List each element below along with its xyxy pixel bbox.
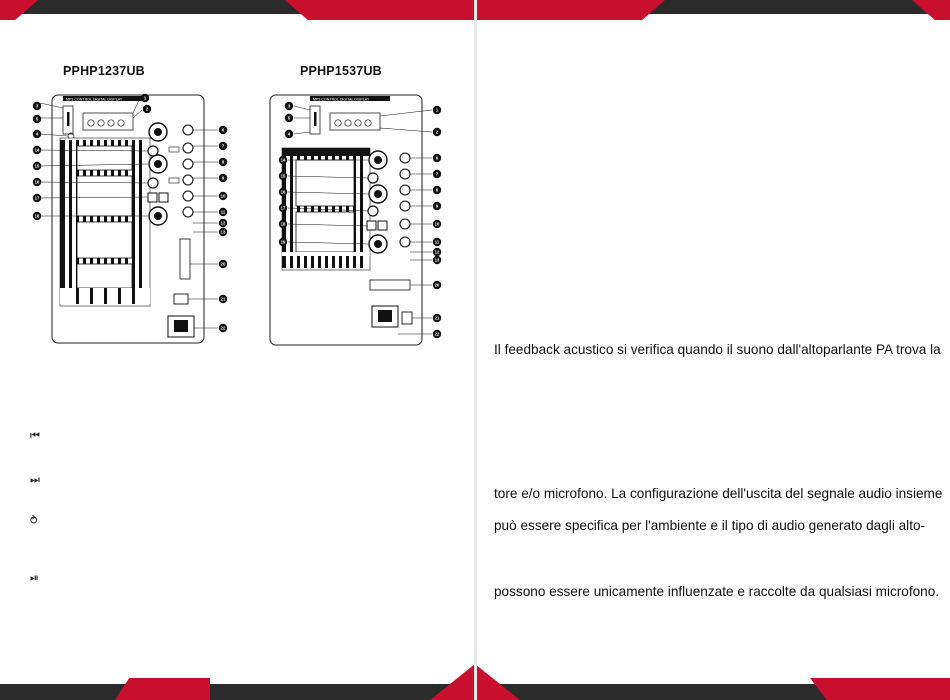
callout-2b: 2: [435, 129, 439, 135]
callout-22: 22: [220, 325, 226, 331]
rear-panel-diagram-1537: [262, 88, 467, 350]
callout-22b: 22: [434, 331, 440, 337]
callout-10b: 10: [434, 221, 440, 227]
paragraph-line-1: Il feedback acustico si verifica quando il suono dall'altoparlante PA trova la: [494, 342, 941, 357]
callout-16b: 16: [280, 189, 286, 195]
callout-6b: 6: [435, 155, 439, 161]
paragraph-line-3: può essere specifica per l'ambiente e il tipo di audio generato dagli alto-: [494, 518, 926, 533]
callout-15b: 15: [280, 173, 286, 179]
callout-3: 3: [35, 103, 39, 109]
paragraph-line-2: tore e/o microfono. La configurazione dell'uscita del segnale audio insieme: [494, 486, 943, 501]
callout-12: 12: [220, 220, 226, 226]
model-title-1537: PPHP1537UB: [300, 64, 382, 78]
callout-11b: 11: [434, 239, 440, 245]
callout-16: 16: [34, 179, 40, 185]
callout-8: 8: [221, 159, 225, 165]
rear-panel-diagram-1237: [28, 88, 233, 350]
callout-4b: 4: [287, 131, 291, 137]
callout-1b: 1: [435, 107, 439, 113]
callout-18: 18: [34, 213, 40, 219]
page-fold: [474, 0, 477, 700]
callout-9b: 9: [435, 203, 439, 209]
callout-2: 2: [145, 106, 149, 112]
bottom-red-accent-right: [810, 678, 950, 700]
callout-5: 5: [35, 116, 39, 122]
callout-7: 7: [221, 143, 225, 149]
next-track-icon: ⏭: [30, 473, 40, 486]
callout-4: 4: [35, 131, 39, 137]
panel-header-text-2: MP3 CONTROL DIGITAL DISPLAY: [313, 97, 370, 102]
callout-12b: 12: [434, 249, 440, 255]
callout-14b: 14: [280, 157, 286, 163]
callout-15: 15: [34, 163, 40, 169]
repeat-icon: ⥁: [30, 514, 38, 527]
callout-5b: 5: [287, 115, 291, 121]
callout-10: 10: [220, 193, 226, 199]
callout-20: 20: [220, 261, 226, 267]
callout-21: 21: [220, 296, 226, 302]
callout-20b: 20: [434, 282, 440, 288]
panel-header-text: MP3 CONTROL DIGITAL DISPLAY: [66, 97, 123, 102]
previous-track-icon: ⏮: [30, 429, 40, 442]
callout-13: 13: [220, 229, 226, 235]
callout-17b: 17: [280, 205, 286, 211]
bottom-red-accent-left: [115, 678, 210, 700]
model-title-1237: PPHP1237UB: [63, 64, 145, 78]
callout-14: 14: [34, 147, 40, 153]
play-pause-icon: ⏯: [30, 571, 39, 584]
callout-18b: 18: [280, 221, 286, 227]
callout-6: 6: [221, 127, 225, 133]
callout-19b: 19: [280, 239, 286, 245]
callout-8b: 8: [435, 187, 439, 193]
callout-21b: 21: [434, 315, 440, 321]
callout-7b: 7: [435, 171, 439, 177]
callout-13b: 13: [434, 257, 440, 263]
callout-3b: 3: [287, 103, 291, 109]
callout-9: 9: [221, 175, 225, 181]
callout-1: 1: [143, 95, 147, 101]
callout-17: 17: [34, 195, 40, 201]
paragraph-line-4: possono essere unicamente influenzate e raccolte da qualsiasi microfono.: [494, 584, 940, 599]
callout-11: 11: [220, 209, 226, 215]
